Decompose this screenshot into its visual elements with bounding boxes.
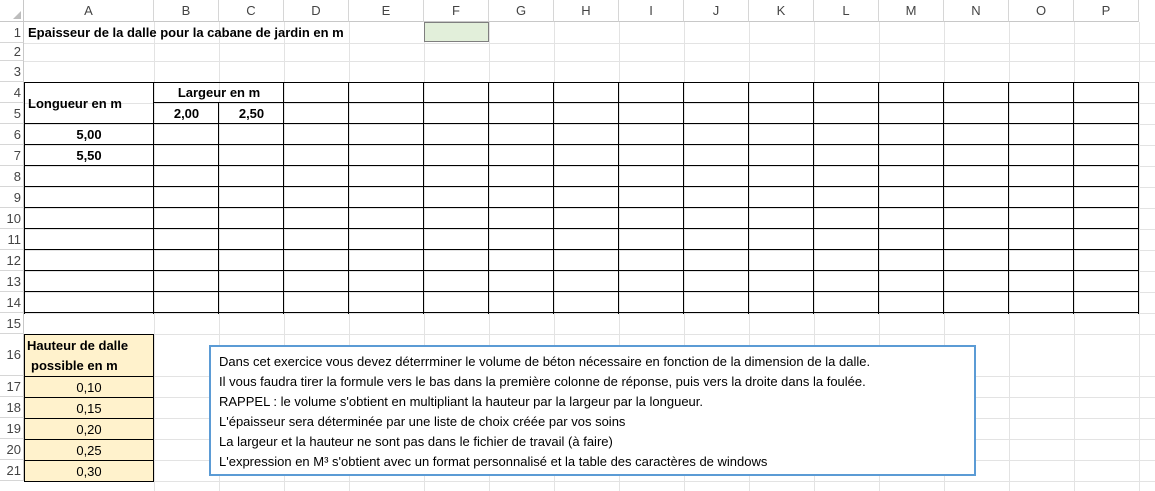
table-border-vertical xyxy=(348,82,349,314)
row-header-15[interactable]: 15 xyxy=(0,313,24,334)
gridline-vertical xyxy=(1009,22,1010,491)
row-header-9[interactable]: 9 xyxy=(0,187,24,208)
table-border-vertical xyxy=(943,82,944,314)
cell-a19-hauteur-value[interactable]: 0,20 xyxy=(24,418,154,440)
gridline-horizontal xyxy=(24,208,1155,209)
row-header-13[interactable]: 13 xyxy=(0,271,24,292)
row-header-4[interactable]: 4 xyxy=(0,82,24,103)
hauteur-header-line1: Hauteur de dalle xyxy=(27,337,129,353)
cell-a20-hauteur-value[interactable]: 0,25 xyxy=(24,439,154,461)
cell-a1-title[interactable]: Epaisseur de la dalle pour la cabane de jardin en m xyxy=(28,25,344,40)
column-header-k[interactable]: K xyxy=(749,0,814,22)
row-header-16[interactable]: 16 xyxy=(0,334,24,376)
column-header-l[interactable]: L xyxy=(814,0,879,22)
gridline-vertical xyxy=(1074,22,1075,491)
table-border-horizontal xyxy=(24,249,1139,250)
row-header-8[interactable]: 8 xyxy=(0,166,24,187)
table-border-vertical xyxy=(683,82,684,314)
instruction-line: L'expression en M³ s'obtient avec un format personnalisé et la table des caractères de windows xyxy=(219,454,768,469)
cell-b4-largeur-header[interactable]: Largeur en m xyxy=(177,85,261,100)
table-border-vertical xyxy=(423,82,424,314)
row-header-12[interactable]: 12 xyxy=(0,250,24,271)
row-header-11[interactable]: 11 xyxy=(0,229,24,250)
row-header-21[interactable]: 21 xyxy=(0,460,24,481)
cell-a7-longueur-value[interactable]: 5,50 xyxy=(76,148,102,163)
gridline-horizontal xyxy=(24,313,1155,314)
cell-a21-hauteur-value[interactable]: 0,30 xyxy=(24,460,154,482)
column-header-p[interactable]: P xyxy=(1074,0,1139,22)
column-header-d[interactable]: D xyxy=(284,0,349,22)
column-header-g[interactable]: G xyxy=(489,0,554,22)
gridline-horizontal xyxy=(24,334,1155,335)
table-border-vertical xyxy=(553,82,554,314)
row-header-19[interactable]: 19 xyxy=(0,418,24,439)
table-border-horizontal xyxy=(24,291,1139,292)
column-header-h[interactable]: H xyxy=(554,0,619,22)
instruction-line: Il vous faudra tirer la formule vers le bas dans la première colonne de réponse, puis vers la droite dans la foulée. xyxy=(219,374,866,389)
instruction-line: Dans cet exercice vous devez déterrminer le volume de béton nécessaire en fonction de la dimension de la dalle. xyxy=(219,354,871,369)
cell-c5-largeur-value[interactable]: 2,50 xyxy=(238,106,265,121)
table-border-vertical xyxy=(1008,82,1009,314)
gridline-horizontal xyxy=(24,61,1155,62)
table-border-horizontal xyxy=(24,270,1139,271)
table-border-vertical xyxy=(878,82,879,314)
column-header-c[interactable]: C xyxy=(219,0,284,22)
table-border-horizontal xyxy=(24,165,1139,166)
row-header-18[interactable]: 18 xyxy=(0,397,24,418)
row-header-2[interactable]: 2 xyxy=(0,43,24,61)
gridline-horizontal xyxy=(24,124,1155,125)
instruction-line: L'épaisseur sera déterminée par une liste de choix créée par vos soins xyxy=(219,414,626,429)
cell-a4-longueur-header[interactable]: Longueur en m xyxy=(28,95,122,111)
table-border-vertical xyxy=(748,82,749,314)
hauteur-header-line2: possible en m xyxy=(31,357,118,373)
table-border-horizontal xyxy=(24,312,1139,313)
row-header-10[interactable]: 10 xyxy=(0,208,24,229)
table-border-horizontal xyxy=(24,207,1139,208)
table-border-vertical xyxy=(1073,82,1074,314)
column-header-n[interactable]: N xyxy=(944,0,1009,22)
gridline-horizontal xyxy=(24,229,1155,230)
cell-b5-largeur-value[interactable]: 2,00 xyxy=(173,106,200,121)
column-header-o[interactable]: O xyxy=(1009,0,1074,22)
gridline-horizontal xyxy=(24,145,1155,146)
column-header-i[interactable]: I xyxy=(619,0,684,22)
select-all-corner[interactable] xyxy=(0,0,24,22)
table-border-horizontal xyxy=(24,144,1139,145)
column-header-a[interactable]: A xyxy=(24,0,154,22)
table-border-vertical xyxy=(1138,82,1139,314)
gridline-horizontal xyxy=(24,271,1155,272)
gridline-horizontal xyxy=(24,166,1155,167)
table-border-vertical xyxy=(618,82,619,314)
cell-a18-hauteur-value[interactable]: 0,15 xyxy=(24,397,154,419)
cell-a16-hauteur-header[interactable] xyxy=(24,334,154,377)
row-header-6[interactable]: 6 xyxy=(0,124,24,145)
row-header-14[interactable]: 14 xyxy=(0,292,24,313)
row-header-20[interactable]: 20 xyxy=(0,439,24,460)
column-header-b[interactable]: B xyxy=(154,0,219,22)
gridline-horizontal xyxy=(24,292,1155,293)
row-header-3[interactable]: 3 xyxy=(0,61,24,82)
cell-f1-selected[interactable] xyxy=(424,22,489,42)
column-header-f[interactable]: F xyxy=(424,0,489,22)
row-header-17[interactable]: 17 xyxy=(0,376,24,397)
gridline-horizontal xyxy=(24,187,1155,188)
table-border-horizontal xyxy=(24,186,1139,187)
table-border-vertical xyxy=(813,82,814,314)
table-border-horizontal xyxy=(24,228,1139,229)
instructions-textbox[interactable] xyxy=(209,345,976,476)
row-header-1[interactable]: 1 xyxy=(0,22,24,43)
table-border-vertical xyxy=(24,82,25,314)
gridline-horizontal xyxy=(24,43,1155,44)
cell-a6-longueur-value[interactable]: 5,00 xyxy=(76,127,102,142)
column-header-e[interactable]: E xyxy=(349,0,424,22)
instruction-line: La largeur et la hauteur ne sont pas dans le fichier de travail (à faire) xyxy=(219,434,613,449)
row-header-5[interactable]: 5 xyxy=(0,103,24,124)
gridline-horizontal xyxy=(24,481,1155,482)
table-border-vertical xyxy=(488,82,489,314)
column-header-j[interactable]: J xyxy=(684,0,749,22)
row-header-7[interactable]: 7 xyxy=(0,145,24,166)
cell-a17-hauteur-value[interactable]: 0,10 xyxy=(24,376,154,398)
gridline-vertical xyxy=(1139,22,1140,491)
gridline-horizontal xyxy=(24,250,1155,251)
instruction-line: RAPPEL : le volume s'obtient en multipliant la hauteur par la largeur par la longueur. xyxy=(219,394,704,409)
column-header-m[interactable]: M xyxy=(879,0,944,22)
table-border-horizontal xyxy=(154,102,1139,103)
